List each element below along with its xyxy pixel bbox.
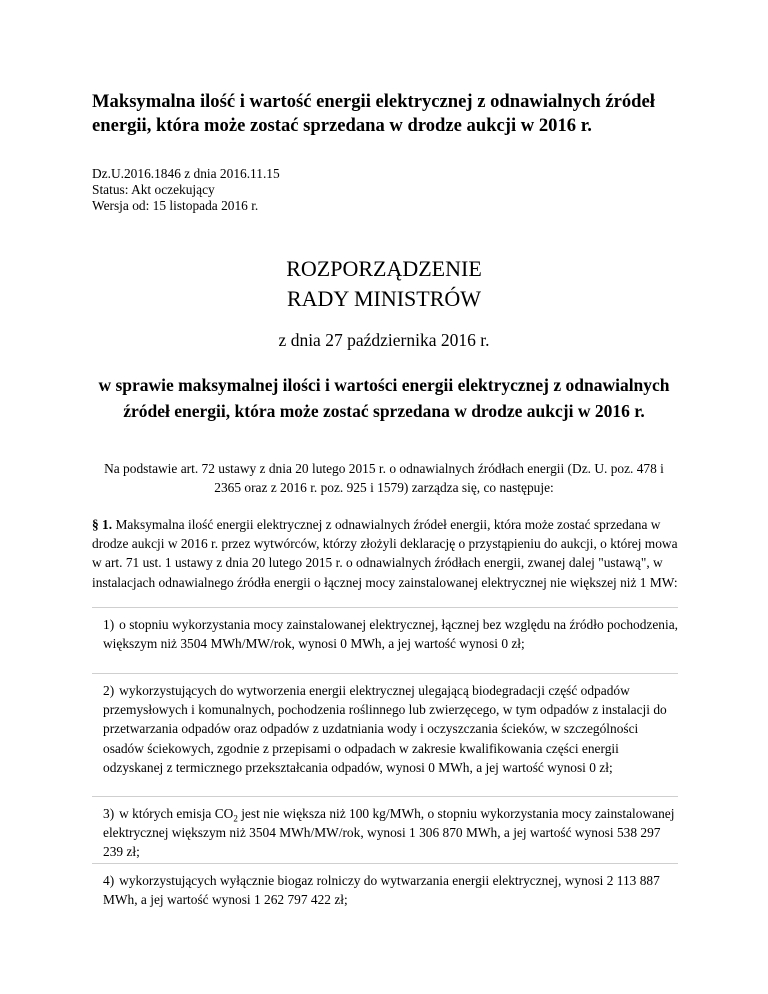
section-1 <box>92 515 678 592</box>
act-subject: w sprawie maksymalnej ilości i wartości energii elektrycznej z odnawialnych źródeł energii, która może zostać sprzedana w drodze aukcji w 2016 r. <box>98 375 670 421</box>
act-date: z dnia 27 października 2016 r. <box>278 330 490 350</box>
item-number: 2) <box>103 683 115 698</box>
section-label: § 1. <box>92 517 113 532</box>
item-number: 4) <box>103 873 115 888</box>
journal-reference: Dz.U.2016.1846 z dnia 2016.11.15 <box>92 166 280 181</box>
version-date: Wersja od: 15 listopada 2016 r. <box>92 198 259 213</box>
section-text: Maksymalna ilość energii elektrycznej z odnawialnych źródeł energii, która może zostać sprzedana w drodze aukcji w 2016 r. przez wytwórców, którzy złożyli deklarację o przystąpieniu do aukcji, o której mowa w art. 71 ust. 1 ustawy z dnia 20 lutego 2015 r. o odnawialnych źródłach energii, zwanej dalej "ustawą", w instalacjach odnawialnego źródła energii o łącznej mocy zainstalowanej elektrycznej nie większej niż 1 MW: <box>92 517 678 590</box>
item-separator <box>92 607 678 608</box>
item-text-start: w których emisja CO <box>119 806 234 821</box>
item-text: wykorzystujących wyłącznie biogaz rolniczy do wytwarzania energii elektrycznej, wynosi 2 113 887 MWh, a jej wartość wynosi 1 262 797 422 zł; <box>103 873 660 908</box>
subscript-digit: 2 <box>233 813 238 824</box>
act-type-heading: ROZPORZĄDZENIE <box>286 256 482 281</box>
issuer-heading: RADY MINISTRÓW <box>286 286 482 311</box>
list-item <box>103 681 678 777</box>
document-status: Status: Akt oczekujący <box>92 182 215 197</box>
item-text: o stopniu wykorzystania mocy zainstalowanej elektrycznej, łącznej bez względu na źródło pochodzenia, większym niż 3504 MWh/MW/rok, wynosi 0 MWh, a jej wartość wynosi 0 zł; <box>103 617 678 652</box>
item-separator <box>92 796 678 797</box>
item-separator <box>92 863 678 864</box>
legal-basis: Na podstawie art. 72 ustawy z dnia 20 lutego 2015 r. o odnawialnych źródłach energii (Dz. U. poz. 478 i 2365 oraz z 2016 r. poz. 925 i 1579) zarządza się, co następuje: <box>104 461 664 495</box>
item-separator <box>92 673 678 674</box>
item-number: 1) <box>103 617 115 632</box>
document-metadata <box>92 166 280 214</box>
list-item <box>103 804 678 862</box>
item-text: wykorzystujących do wytworzenia energii elektrycznej ulegającą biodegradacji część odpadów przemysłowych i komunalnych, pochodzenia roślinnego lub zwierzęcego, w tym odpadów z instalacji do przetwarzania odpadów oraz odpadów z uzdatniania wody i oczyszczania ścieków, w szczególności osadów ściekowych, zgodnie z przepisami o odpadach w zakresie kwalifikowania części energii odzyskanej z termicznego przekształcania odpadów, wynosi 0 MWh, a jej wartość wynosi 0 zł; <box>103 683 667 775</box>
item-text-end: jest nie większa niż 100 kg/MWh, o stopniu wykorzystania mocy zainstalowanej elektrycznej większym niż 3504 MWh/MW/rok, wynosi 1 306 870 MWh, a jej wartość wynosi 538 297 239 zł; <box>103 806 675 860</box>
list-item <box>103 615 678 653</box>
item-number: 3) <box>103 806 115 821</box>
document-title: Maksymalna ilość i wartość energii elektrycznej z odnawialnych źródeł energii, która może zostać sprzedana w drodze aukcji w 2016 r. <box>92 91 655 136</box>
list-item <box>103 871 678 909</box>
